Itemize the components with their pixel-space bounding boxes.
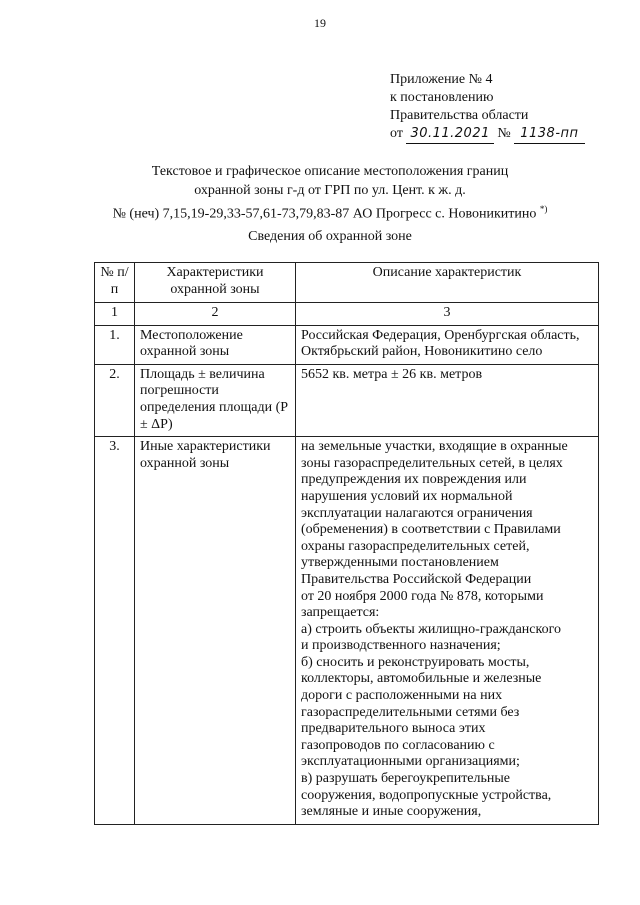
- handwritten-date: 30.11.2021: [406, 125, 493, 144]
- table-row: [95, 437, 599, 825]
- row-characteristic: Иные характеристики охранной зоны: [135, 437, 296, 825]
- description-line: эксплуатационными организациями;: [301, 754, 520, 770]
- title-line-1: Текстовое и графическое описание местоположения границ: [151, 164, 509, 179]
- document-title: [60, 162, 600, 224]
- section-title: Сведения об охранной зоне: [248, 229, 412, 244]
- header-number: № п/п: [95, 263, 135, 303]
- row-number: 1.: [95, 325, 135, 364]
- description-line: в) разрушать берегоукрепительные: [301, 771, 511, 787]
- numbering-cell: 1: [95, 303, 135, 326]
- description-line: дороги с расположенными на них: [301, 688, 503, 704]
- handwritten-number: 1138-пп: [514, 125, 584, 144]
- row-characteristic: Площадь ± величина погрешности определения площади (Р ± ΔР): [135, 364, 296, 436]
- numbering-cell: 2: [135, 303, 296, 326]
- description-line: нарушения условий их нормальной: [301, 488, 513, 504]
- description-line: зоны газораспределительных сетей, в целях: [301, 455, 563, 471]
- description-line: охраны газораспределительных сетей,: [301, 538, 530, 554]
- row-description: [296, 437, 599, 825]
- description-line: земляные и иные сооружения,: [301, 804, 482, 820]
- row-description: Российская Федерация, Оренбургская область, Октябрьский район, Новоникитино село: [296, 325, 599, 364]
- description-line: газопроводов по согласованию с: [301, 737, 495, 753]
- table-row: [95, 364, 599, 436]
- description-line: запрещается:: [301, 605, 380, 621]
- appendix-line-1: Приложение № 4: [390, 72, 493, 87]
- header-characteristic: Характеристики охранной зоны: [135, 263, 296, 303]
- numbering-cell: 3: [296, 303, 599, 326]
- table-numbering-row: [95, 303, 599, 326]
- description-line: и производственного назначения;: [301, 638, 501, 654]
- appendix-signature-line: [390, 125, 585, 144]
- row-characteristic: Местоположение охранной зоны: [135, 325, 296, 364]
- appendix-line-2: к постановлению: [390, 90, 494, 105]
- description-line: Правительства Российской Федерации: [301, 571, 532, 587]
- footnote-mark: *): [539, 204, 548, 214]
- appendix-line-3: Правительства области: [390, 108, 529, 123]
- title-line-3: [60, 200, 600, 224]
- description-line: эксплуатации налагаются ограничения: [301, 505, 533, 521]
- description-line: газораспределительными сетями без: [301, 704, 520, 720]
- title-line-2: охранной зоны г-д от ГРП по ул. Цент. к ж. д.: [194, 183, 466, 198]
- description-line: сооружения, водопропускные устройства,: [301, 787, 552, 803]
- number-label: №: [497, 126, 511, 141]
- description-line: а) строить объекты жилищно-гражданского: [301, 621, 561, 637]
- zone-info-table: [94, 262, 599, 825]
- description-line: предупреждения их повреждения или: [301, 472, 527, 488]
- from-label: от: [390, 126, 403, 141]
- header-description: Описание характеристик: [296, 263, 599, 303]
- description-line: предварительного выноса этих: [301, 721, 486, 737]
- description-line: утвержденными постановлением: [301, 555, 499, 571]
- title-line-3-text: № (неч) 7,15,19-29,33-57,61-73,79,83-87 АО Прогресс с. Новоникитино: [112, 206, 537, 222]
- table-header-row: [95, 263, 599, 303]
- appendix-block: [390, 71, 585, 144]
- table-row: [95, 325, 599, 364]
- description-line: на земельные участки, входящие в охранные: [301, 439, 568, 455]
- description-line: коллекторы, автомобильные и железные: [301, 671, 542, 687]
- row-description: 5652 кв. метра ± 26 кв. метров: [296, 364, 599, 436]
- description-line: б) сносить и реконструировать мосты,: [301, 654, 530, 670]
- description-line: от 20 ноября 2000 года № 878, которыми: [301, 588, 544, 604]
- page-number: 19: [314, 16, 326, 30]
- row-number: 3.: [95, 437, 135, 825]
- description-line: (обременения) в соответствии с Правилами: [301, 522, 561, 538]
- row-number: 2.: [95, 364, 135, 436]
